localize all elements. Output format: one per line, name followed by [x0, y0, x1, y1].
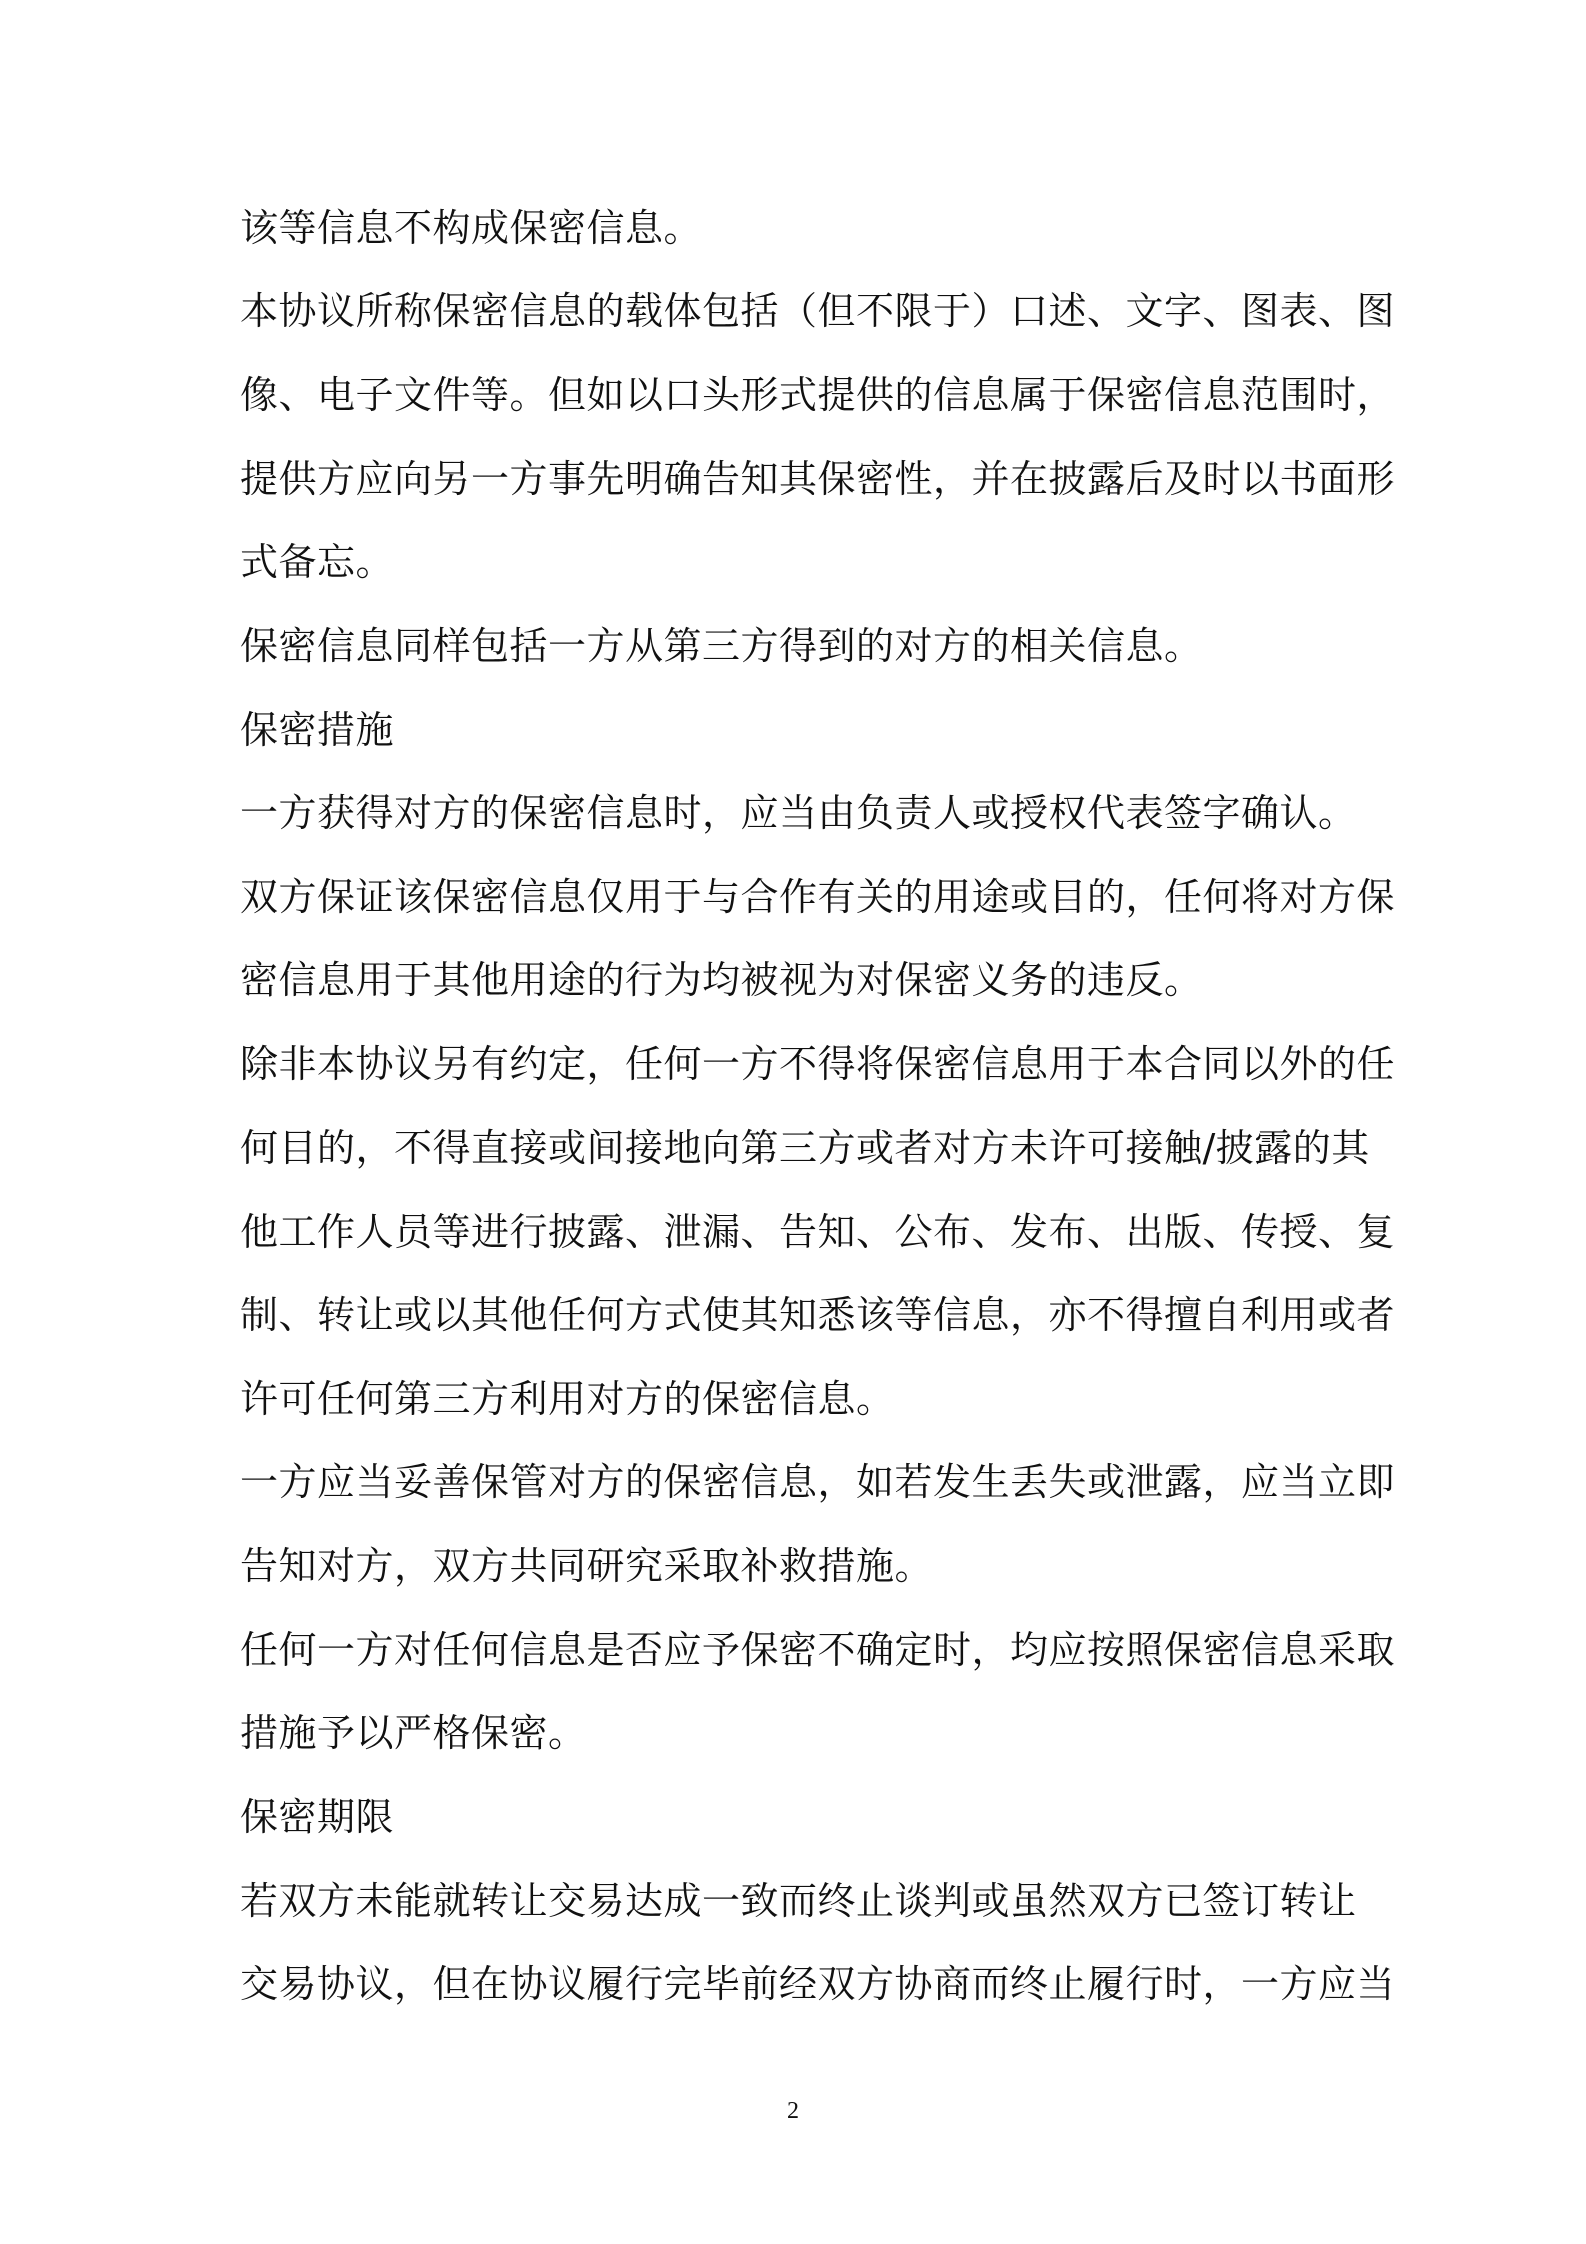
text-line: 保密信息同样包括一方从第三方得到的对方的相关信息。: [240, 624, 1203, 668]
text-line: 双方保证该保密信息仅用于与合作有关的用途或目的，任何将对方保: [240, 875, 1396, 919]
page-number: 2: [787, 2098, 799, 2124]
text-line: 措施予以严格保密。: [240, 1711, 587, 1755]
text-line: 何目的，不得直接或间接地向第三方或者对方未许可接触/披露的其: [240, 1126, 1370, 1170]
text-line: 若双方未能就转让交易达成一致而终止谈判或虽然双方已签订转让: [240, 1879, 1357, 1923]
text-line: 许可任何第三方利用对方的保密信息。: [240, 1377, 895, 1421]
text-line: 该等信息不构成保密信息。: [240, 206, 703, 250]
text-line: 任何一方对任何信息是否应予保密不确定时，均应按照保密信息采取: [240, 1628, 1396, 1672]
text-line: 告知对方，双方共同研究采取补救措施。: [240, 1544, 934, 1588]
text-line: 交易协议，但在协议履行完毕前经双方协商而终止履行时，一方应当: [240, 1962, 1396, 2006]
text-line: 一方应当妥善保管对方的保密信息，如若发生丢失或泄露，应当立即: [240, 1460, 1396, 1504]
text-line: 密信息用于其他用途的行为均被视为对保密义务的违反。: [240, 958, 1203, 1002]
text-line: 他工作人员等进行披露、泄漏、告知、公布、发布、出版、传授、复: [240, 1210, 1396, 1254]
text-line: 除非本协议另有约定，任何一方不得将保密信息用于本合同以外的任: [240, 1042, 1396, 1086]
section-heading: 保密措施: [240, 708, 395, 752]
text-line: 提供方应向另一方事先明确告知其保密性，并在披露后及时以书面形: [240, 457, 1396, 501]
text-line: 一方获得对方的保密信息时，应当由负责人或授权代表签字确认。: [240, 791, 1357, 835]
text-line: 式备忘。: [240, 540, 395, 584]
section-heading: 保密期限: [240, 1795, 395, 1839]
text-line: 本协议所称保密信息的载体包括（但不限于）口述、文字、图表、图: [240, 289, 1396, 333]
text-line: 制、转让或以其他任何方式使其知悉该等信息，亦不得擅自利用或者: [240, 1293, 1396, 1337]
text-line: 像、电子文件等。但如以口头形式提供的信息属于保密信息范围时，: [240, 373, 1396, 417]
